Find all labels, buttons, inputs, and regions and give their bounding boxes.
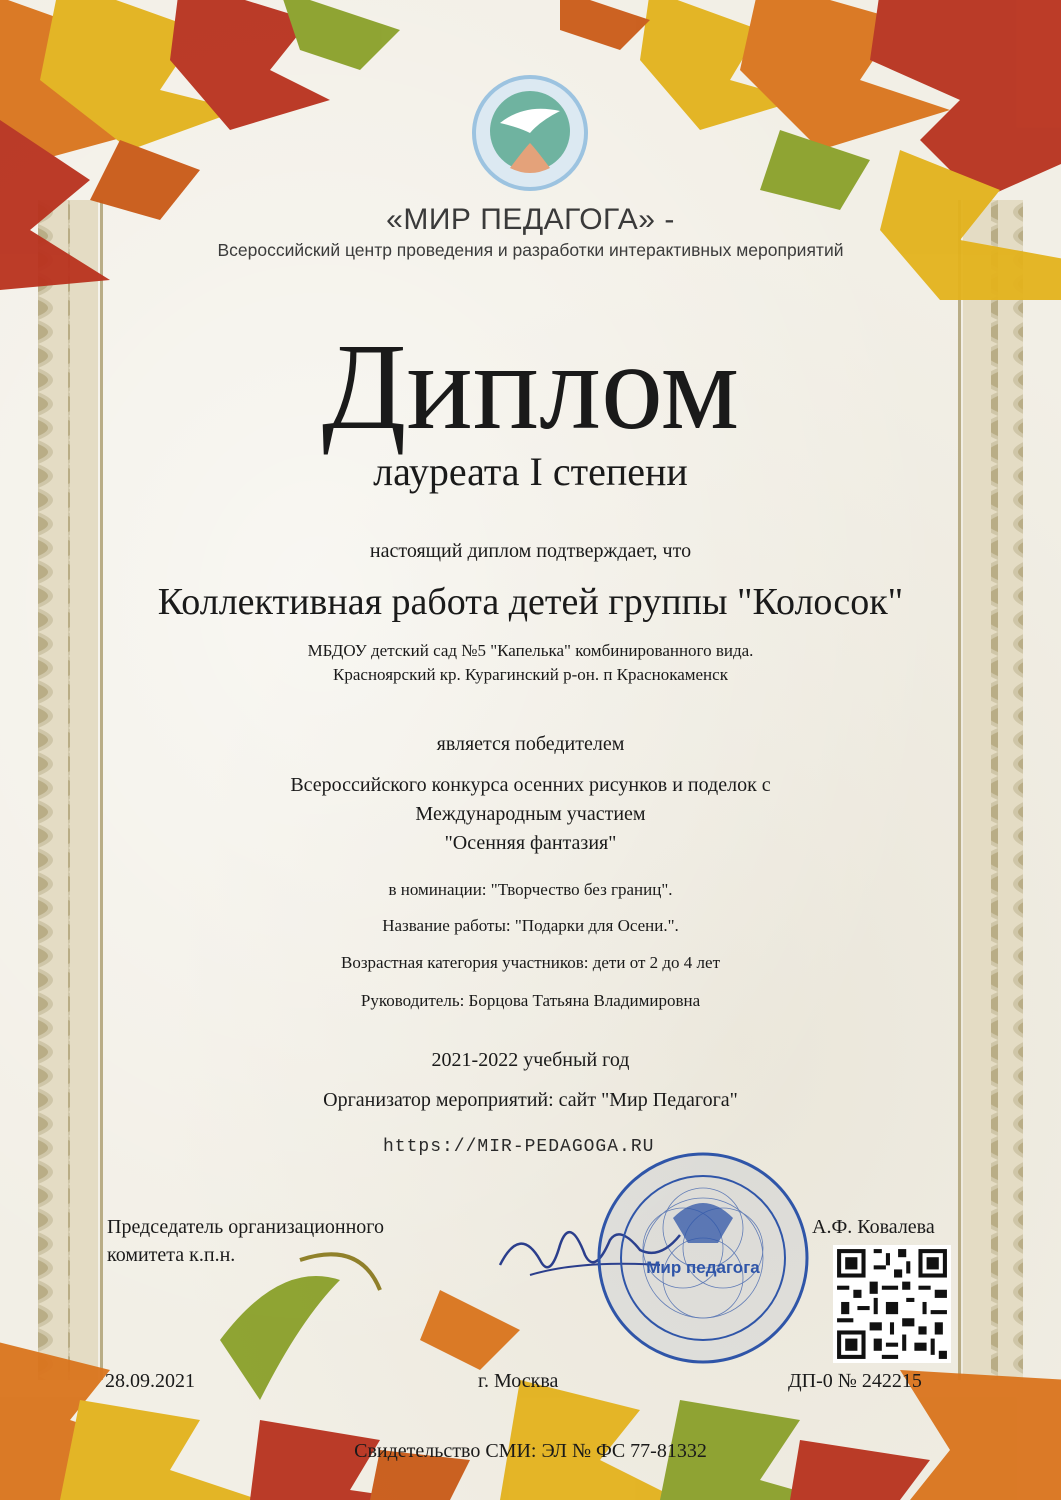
official-stamp (593, 1148, 813, 1368)
institution-line-1: МБДОУ детский сад №5 "Капелька" комбинированного вида. (307, 641, 754, 660)
diploma-title: Диплом (321, 318, 740, 455)
contest-line-1: Всероссийского конкурса осенних рисунков и поделок с (290, 774, 771, 796)
org-description: Всероссийский центр проведения и разработки интерактивных мероприятий (217, 240, 844, 260)
contest-line-2: Международным участием (415, 803, 646, 825)
school-year-text: 2021-2022 учебный год (431, 1049, 630, 1071)
diploma-degree: лауреата I степени (373, 449, 688, 494)
media-certificate: Свидетельство СМИ: ЭЛ № ФС 77-81332 (354, 1440, 707, 1462)
signer-position-line-2: комитета к.п.н. (107, 1244, 236, 1266)
work-title-text: Название работы: "Подарки для Осени.". (382, 916, 679, 935)
age-category-text: Возрастная категория участников: дети от 2 до 4 лет (340, 953, 721, 972)
contest-line-3: "Осенняя фантазия" (444, 832, 617, 854)
org-name: «МИР ПЕДАГОГА» - (386, 203, 675, 236)
issue-date: 28.09.2021 (105, 1370, 195, 1392)
organizer-text: Организатор мероприятий: сайт "Мир Педагога" (323, 1089, 738, 1111)
signer-name: А.Ф. Ковалева (812, 1216, 935, 1238)
nomination-text: в номинации: "Творчество без границ". (388, 880, 673, 899)
stamp-center-text: Мир педагога (646, 1258, 760, 1277)
winner-text: является победителем (436, 733, 625, 755)
mir-pedagoga-logo (470, 73, 590, 193)
qr-code (833, 1245, 951, 1363)
diploma-number: ДП-0 № 242215 (788, 1370, 922, 1392)
supervisor-text: Руководитель: Борцова Татьяна Владимировна (360, 991, 701, 1010)
issue-city: г. Москва (478, 1370, 559, 1392)
institution-line-2: Красноярский кр. Курагинский р-он. п Краснокаменск (333, 665, 728, 684)
recipient-name: Коллективная работа детей группы "Колосок" (157, 581, 904, 623)
website-url: https://MIR-PEDAGOGA.RU (383, 1137, 655, 1157)
confirms-text: настоящий диплом подтверждает, что (369, 540, 692, 562)
signer-position-line-1: Председатель организационного (107, 1216, 385, 1238)
